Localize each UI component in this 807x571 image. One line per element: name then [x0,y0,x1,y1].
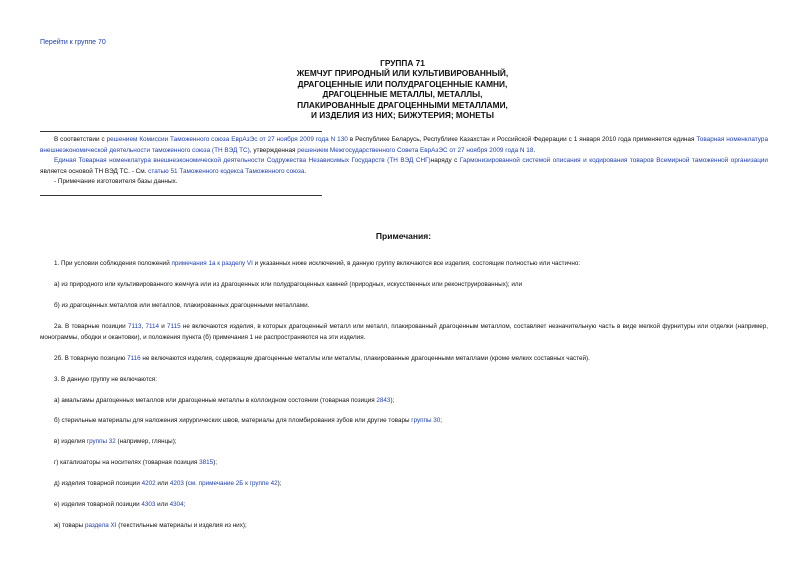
heading-7116-link[interactable]: 7116 [127,354,141,362]
text: ); [277,480,282,488]
text: является основой ТН ВЭД ТС. - См. [40,167,149,175]
tn-ved-sng-link[interactable]: Единая Товарная номенклатура внешнеэкономической деятельности Содружества Независимых Государств (ТН ВЭД СНГ) [54,157,431,165]
note-1 [40,259,768,270]
title-line: ЖЕМЧУГ ПРИРОДНЫЙ ИЛИ КУЛЬТИВИРОВАННЫЙ, [296,68,509,79]
group-30-link[interactable]: группы 30 [411,417,441,425]
text: 1. При условии соблюдения положений [54,260,172,267]
editor-note-paragraph [40,135,768,156]
note-3e [40,500,768,511]
text: в) изделия [54,438,87,446]
text: и [159,322,168,330]
title-line: ДРАГОЦЕННЫЕ ИЛИ ПОЛУДРАГОЦЕННЫЕ КАМНИ, [297,78,508,89]
heading-7114-link[interactable]: 7114 [145,322,160,330]
note-3b [40,416,768,427]
text: 2б. В товарную позицию [54,354,128,362]
text: . [533,146,536,154]
text: в Республике Беларусь, Республике Казахстан и Российской Федерации с 1 января 2010 года применяется единая [349,136,697,143]
tn-ved-ts-link[interactable]: Товарная номенклатура внешнеэкономической деятельности таможенного союза (ТН ВЭД ТС) [40,136,769,154]
note-top-divider [40,131,322,132]
note-2a [40,322,768,343]
heading-4203-link[interactable]: 4203 [169,480,184,488]
back-to-group-70-link[interactable]: Перейти к группе 70 [40,39,106,46]
group-label: ГРУППА 71 [380,58,425,68]
heading-4304-link[interactable]: 4304 [169,501,184,509]
notes-heading: Примечания: [375,231,432,241]
text: ж) товары [54,522,85,530]
heading-2843-link[interactable]: 2843 [376,396,391,404]
text: 2а. В товарные позиции [54,322,128,330]
heading-7115-link[interactable]: 7115 [167,322,181,330]
text: и указанных ниже исключений, в данную группу включаются все изделия, состоящие полностью или частично: [252,260,581,267]
text: е) изделия товарной позиции [54,501,142,509]
commission-decision-link[interactable]: решением Комиссии Таможенного союза ЕврАзЭс от 27 ноября 2009 года N 130 [106,136,348,143]
text: ); [213,459,217,467]
heading-4202-link[interactable]: 4202 [141,480,156,488]
text: не включаются изделия, в которых драгоценный металл или металл, плакированный драгоценным металлом, составляет незначительную часть в виде мелкой фурнитуры или отделки (например, монограммы, ободки и окантовки), и положения пункта (б) примечания 1 не распространяются на эти изделия. [40,322,768,341]
text: ( [183,480,188,488]
text: б) стерильные материалы для наложения хирургических швов, материалы для пломбирования зубов или другие товары [54,417,412,425]
text: В соответствии с [54,136,107,143]
group-title [200,58,605,120]
text: а) амальгамы драгоценных металлов или драгоценные металлы в коллоидном состоянии (товарная позиция [54,396,377,404]
note-3a [40,396,768,407]
text: наряду с [430,157,460,165]
editor-note-paragraph [40,156,768,177]
group-32-link[interactable]: группы 32 [86,438,116,446]
title-line: ПЛАКИРОВАННЫЕ ДРАГОЦЕННЫМИ МЕТАЛЛАМИ, [297,99,508,110]
harmonized-system-link[interactable]: Гармонизированной системой описания и кодирования товаров Всемирной таможенной организации [459,157,768,165]
note-1a: а) из природного или культивированного жемчуга или из драгоценных или полудрагоценных камней (природных, искусственных или реконструированных); или [54,280,523,288]
note-1a-section-vi-link[interactable]: примечания 1а к разделу VI [171,260,253,267]
note-3: 3. В данную группу не включаются: [54,375,157,383]
note-3v [40,437,768,448]
council-decision-link[interactable]: решением Межгосударственного Совета ЕврАзЭС от 27 ноября 2009 года N 18 [297,146,534,154]
text: (текстильные материалы и изделия из них); [116,522,247,530]
heading-7113-link[interactable]: 7113 [127,322,142,330]
title-line: И ИЗДЕЛИЯ ИЗ НИХ; БИЖУТЕРИЯ; МОНЕТЫ [311,110,494,121]
title-line: ДРАГОЦЕННЫЕ МЕТАЛЛЫ, МЕТАЛЛЫ, [322,89,483,100]
text: , [141,322,146,330]
section-xi-link[interactable]: раздела XI [84,522,117,530]
note-2b-group-42-link[interactable]: см. примечание 2Б к группе 42 [187,480,278,488]
text: не включаются изделия, содержащие драгоценные металлы или металлы, плакированные драгоценными металлами (кроме мелких составных частей). [140,354,590,362]
text: ; [183,501,186,509]
text: или [155,480,170,488]
note-1b: б) из драгоценных металлов или металлов, плакированных драгоценными металлами. [54,301,310,309]
note-bottom-divider [40,195,322,196]
customs-code-article-51-link[interactable]: статью 51 Таможенного кодекса Таможенного союза [148,167,305,175]
note-3g [40,458,768,469]
text: (например, глянцы); [115,438,177,446]
editor-note [40,135,768,188]
heading-4303-link[interactable]: 4303 [141,501,156,509]
text: или [155,501,170,509]
heading-3815-link[interactable]: 3815 [199,459,214,467]
text: . [304,167,307,175]
editor-note-source: - Примечание изготовителя базы данных. [54,178,178,186]
note-3d [40,479,768,490]
text: ); [390,396,395,404]
note-3zh [40,521,768,532]
text: г) катализаторы на носителях (товарная позиция [54,459,200,467]
text: ; [440,417,443,425]
note-2b [40,354,768,365]
notes-body [40,259,768,542]
text: , утвержденная [249,146,298,154]
text: д) изделия товарной позиции [54,480,142,488]
